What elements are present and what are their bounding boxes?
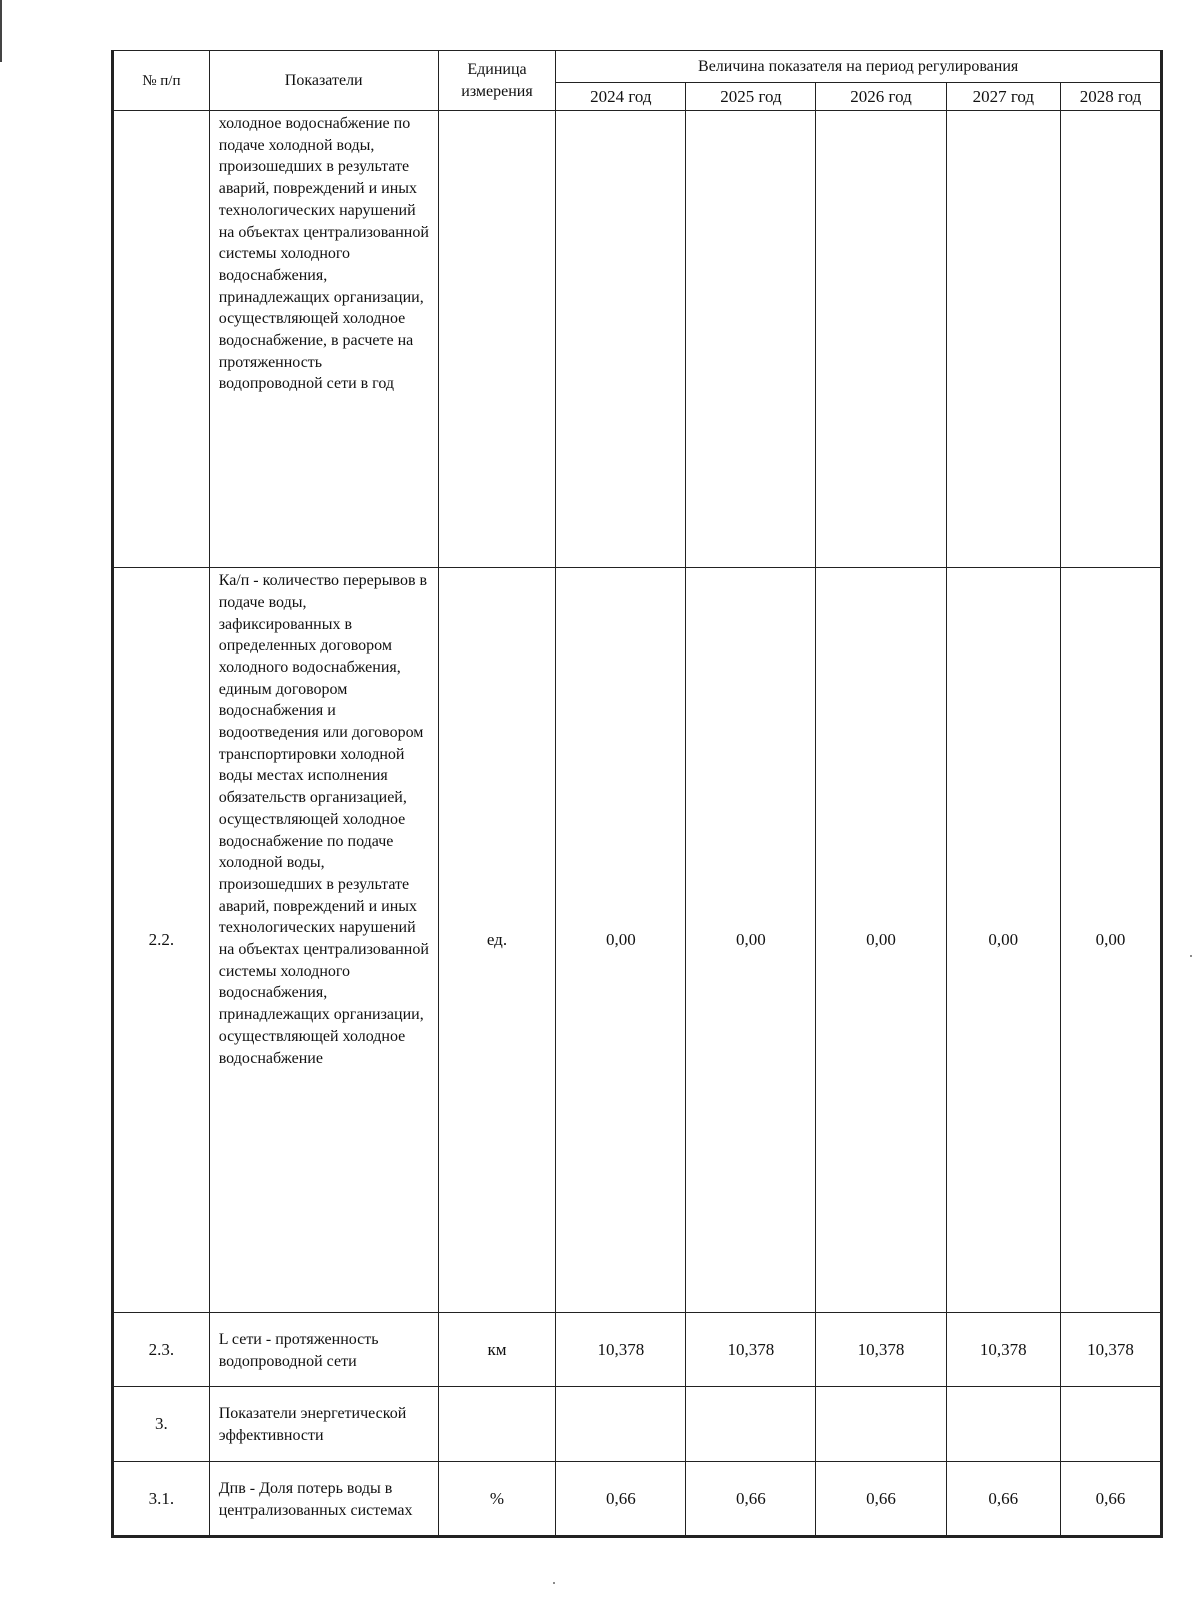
row-unit: [438, 111, 556, 568]
table-row: [114, 1313, 1161, 1387]
table-row: [114, 1462, 1161, 1536]
scan-speck: [1190, 955, 1192, 957]
row-value: 0,66: [1061, 1462, 1161, 1536]
row-value: 0,66: [686, 1462, 816, 1536]
row-number: 2.3.: [114, 1313, 210, 1387]
header-indicator: Показатели: [209, 51, 438, 111]
header-unit-line1: Единица: [467, 60, 527, 78]
table-row: [114, 568, 1161, 1313]
row-value: 10,378: [1061, 1313, 1161, 1387]
row-value: [686, 1387, 816, 1462]
row-unit: ед.: [438, 568, 556, 1313]
row-value: 0,66: [816, 1462, 946, 1536]
row-number: 3.1.: [114, 1462, 210, 1536]
scan-speck: [553, 1582, 555, 1584]
row-value: 10,378: [556, 1313, 686, 1387]
header-year: 2025 год: [686, 83, 816, 111]
header-year: 2028 год: [1061, 83, 1161, 111]
row-value: 0,00: [686, 568, 816, 1313]
row-value: 10,378: [686, 1313, 816, 1387]
row-number: 3.: [114, 1387, 210, 1462]
header-year: 2027 год: [946, 83, 1060, 111]
header-unit-line2: измерения: [461, 82, 533, 100]
row-value: 0,00: [816, 568, 946, 1313]
row-indicator: холодное водоснабжение по подаче холодной воды, произошедших в результате аварий, повреждений и иных технологических нарушений на объектах централизованной системы холодного водоснабжения, принадлежащих организации, осуществляющей холодное водоснабжение, в расчете на протяженность водопроводной сети в год: [209, 111, 438, 568]
row-value: 10,378: [816, 1313, 946, 1387]
row-value: [556, 111, 686, 568]
row-number: [114, 111, 210, 568]
row-number: 2.2.: [114, 568, 210, 1313]
row-value: [946, 1387, 1060, 1462]
row-unit: [438, 1387, 556, 1462]
row-unit: км: [438, 1313, 556, 1387]
row-value: 0,66: [946, 1462, 1060, 1536]
row-indicator: Дпв - Доля потерь воды в централизованных системах: [209, 1462, 438, 1536]
header-year: 2026 год: [816, 83, 946, 111]
row-value: [946, 111, 1060, 568]
row-value: 0,00: [1061, 568, 1161, 1313]
scan-edge-mark: [0, 0, 2, 62]
row-value: [1061, 1387, 1161, 1462]
row-value: [556, 1387, 686, 1462]
header-year: 2024 год: [556, 83, 686, 111]
table-row: [114, 1387, 1161, 1462]
table-row: [114, 111, 1161, 568]
header-unit: [438, 51, 556, 111]
row-value: 0,00: [946, 568, 1060, 1313]
indicator-table: [113, 50, 1161, 1536]
row-value: 0,00: [556, 568, 686, 1313]
row-value: [816, 111, 946, 568]
row-value: [1061, 111, 1161, 568]
row-value: [686, 111, 816, 568]
indicator-table-container: [111, 50, 1163, 1538]
row-value: [816, 1387, 946, 1462]
row-indicator: L сети - протяженность водопроводной сети: [209, 1313, 438, 1387]
header-number: № п/п: [114, 51, 210, 111]
row-indicator: Ка/п - количество перерывов в подаче воды, зафиксированных в определенных договором холодного водоснабжения, единым договором водоснабжения и водоотведения или договором транспортировки холодной воды местах исполнения обязательств организацией, осуществляющей холодное водоснабжение по подаче холодной воды, произошедших в результате аварий, повреждений и иных технологических нарушений на объектах централизованной системы холодного водоснабжения, принадлежащих организации, осуществляющей холодное водоснабжение: [209, 568, 438, 1313]
row-value: 0,66: [556, 1462, 686, 1536]
row-indicator: Показатели энергетической эффективности: [209, 1387, 438, 1462]
row-unit: %: [438, 1462, 556, 1536]
header-period: Величина показателя на период регулирования: [556, 51, 1161, 83]
row-value: 10,378: [946, 1313, 1060, 1387]
